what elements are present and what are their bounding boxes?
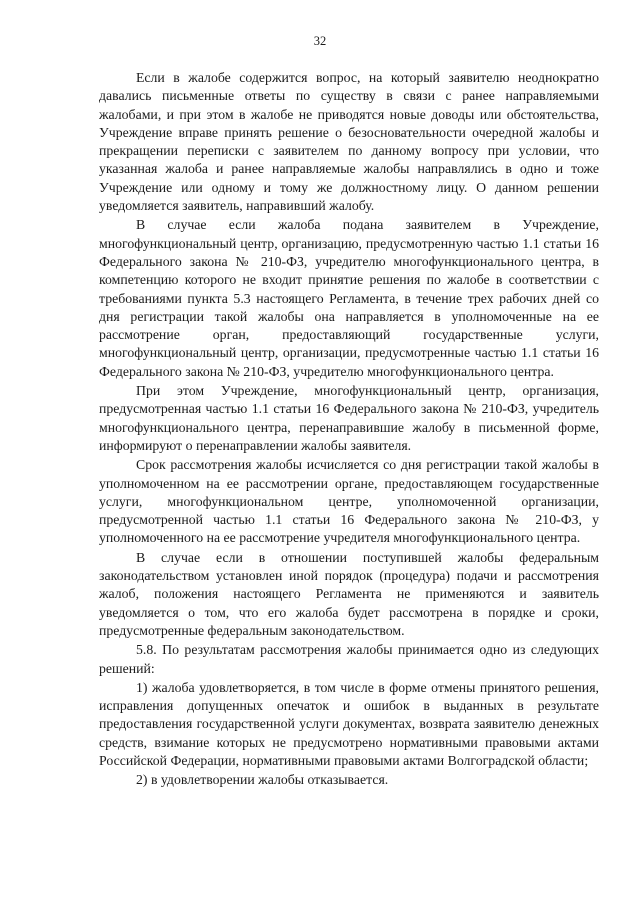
paragraph-section-5-8: 5.8. По результатам рассмотрения жалобы принимается одно из следующих решений: — [99, 642, 599, 676]
document-body — [99, 69, 599, 790]
paragraph-complaint-redirect: В случае если жалоба подана заявителем в Учреждение, многофункциональный центр, организацию, предусмотренную частью 1.1 статьи 16 Федерального закона № 210-ФЗ, учредителю многофункционального центра, в компетенцию которого не входит принятие решения по жалобе в соответствии с требованиями пункта 5.3 настоящего Регламента, в течение трех рабочих дней со дня регистрации такой жалобы она направляется в уполномоченные на ее рассмотрение орган, предоставляющий государственные услуги, многофункциональный центр, организации, предусмотренные частью 1.1 статьи 16 Федерального закона № 210-ФЗ, учредителю многофункционального центра. — [99, 217, 599, 379]
page-number: 32 — [313, 34, 327, 48]
paragraph-repeated-complaint: Если в жалобе содержится вопрос, на который заявителю неоднократно давались письменные ответы по существу в связи с ранее направляемыми жалобами, и при этом в жалобе не приводятся новые доводы или обстоятельства, Учреждение вправе принять решение о безосновательности очередной жалобы и прекращении переписки с заявителем по данному вопросу при условии, что указанная жалоба и ранее направляемые жалобы направлялись в одно и тоже Учреждение или одному и тому же должностному лицу. О данном решении уведомляется заявитель, направивший жалобу. — [99, 70, 599, 214]
paragraph-decision-satisfied: 1) жалоба удовлетворяется, в том числе в форме отмены принятого решения, исправления допущенных опечаток и ошибок в выданных в результате предоставления государственной услуги документах, возврата заявителю денежных средств, взимание которых не предусмотрено нормативными правовыми актами Российской Федерации, нормативными правовыми актами Волгоградской области; — [99, 679, 599, 768]
paragraph-redirect-notification: При этом Учреждение, многофункциональный центр, организация, предусмотренная частью 1.1 статьи 16 Федерального закона № 210-ФЗ, учредитель многофункционального центра, перенаправившие жалобу в письменной форме, информируют о перенаправлении жалобы заявителя. — [99, 383, 599, 453]
paragraph-review-period: Срок рассмотрения жалобы исчисляется со дня регистрации такой жалобы в уполномоченном на ее рассмотрении органе, предоставляющем государственные услуги, многофункциональном центре, уполномоченной организации, предусмотренной частью 1.1 статьи 16 Федерального закона № 210-ФЗ, у уполномоченного на ее рассмотрение учредителя многофункционального центра. — [99, 457, 599, 546]
paragraph-decision-rejected: 2) в удовлетворении жалобы отказывается. — [136, 772, 389, 788]
paragraph-federal-procedure: В случае если в отношении поступившей жалобы федеральным законодательством установлен иной порядок (процедура) подачи и рассмотрения жалоб, положения настоящего Регламента не применяются и заявитель уведомляется о том, что его жалоба будет рассмотрена в порядке и сроки, предусмотренные федеральным законодательством. — [99, 549, 599, 638]
